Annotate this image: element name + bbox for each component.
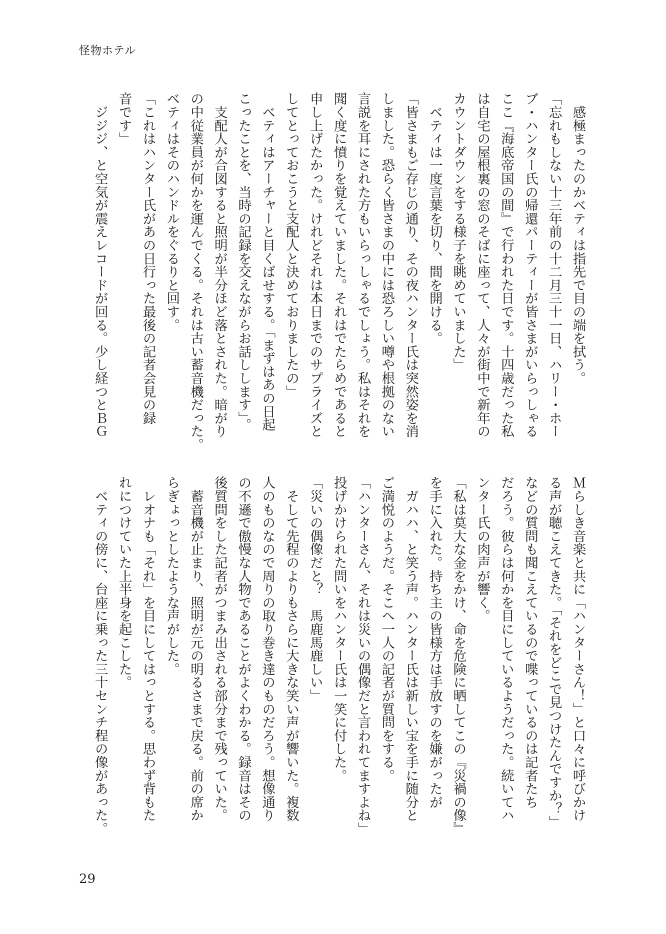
text-column: カウントダウンをする様子を眺めていました」 [450, 92, 466, 372]
text-column: は自宅の屋根裏の窓のそばに座って、人々が街中で新年の [474, 92, 490, 438]
text-column: しました。恐らく皆さまの中には恐ろしい噂や根拠のない [378, 92, 394, 438]
text-column: ガハハ、と笑う声。ハンター氏は新しい宝を手に随分と [402, 476, 418, 822]
text-column: らぎょっとしたような声がした。 [163, 476, 179, 676]
text-column: 聞く度に憤りを覚えていました。それはでたらめであると [331, 92, 347, 438]
text-column: そして先程のよりもさらに大きな笑い声が響いた。複数 [283, 476, 299, 822]
upper-text-block [86, 92, 589, 458]
text-column: ベティの傍に、台座に乗った三十センチ程の像があった。 [92, 476, 108, 836]
text-column: 「忘れもしない十三年前の十二月三十一日、ハリー・ホー [546, 92, 562, 438]
text-column: る声が聴こえてきた。「それをどこで見つけたんですか？」 [546, 476, 562, 829]
text-column: 投げかけられた問いをハンター氏は一笑に付した。 [331, 476, 347, 782]
text-column: れにつけていた上半身を起こした。 [116, 476, 132, 689]
text-column: の中従業員が何かを運んでくる。それは古い蓄音機だった。 [187, 92, 203, 452]
text-column: ベティは一度言葉を切り、間を開ける。 [426, 92, 442, 345]
page-number: 29 [79, 872, 96, 887]
text-column: 申し上げたかった。けれどそれは本日までのサプライズと [307, 92, 323, 438]
text-column: ご満悦のようだ。そこへ一人の記者が質問をする。 [378, 476, 394, 782]
text-column: Ｍらしき音楽と共に「ハンターさん！」と口々に呼びかけ [570, 476, 585, 822]
text-column: ブ・ハンター氏の帰還パーティーが皆さまがいらっしゃる [522, 92, 538, 438]
text-column: 支配人が合図すると照明が半分ほど落とされた。暗がり [211, 92, 227, 438]
text-column: 感極まったのかベティは指先で目の端を拭う。 [570, 92, 585, 385]
text-column: 「私は莫大な金をかけ、命を危険に晒してこの『災禍の像』 [450, 476, 466, 836]
text-column: レオナも「それ」を目にしてはっとする。思わず背もた [139, 476, 155, 822]
text-column: などの質問も聞こえているので喋っているのは記者たち [522, 476, 538, 809]
text-column: ベティはそのハンドルをぐるりと回す。 [163, 92, 179, 332]
running-head: 怪物ホテル [79, 44, 136, 57]
text-column: こったことを、当時の記録を交えながらお話しします」。 [235, 92, 251, 432]
text-column: 「ハンターさん、それは災いの偶像だと言われてますよね」 [354, 476, 370, 836]
text-column: 「皆さまもご存じの通り、その夜ハンター氏は突然姿を消 [402, 92, 418, 438]
text-column: 「これはハンター氏があの日行った最後の記者会見の録 [139, 92, 155, 425]
text-column: 人のものなので周りの取り巻き達のものだろう。想像通り [259, 476, 275, 822]
lower-text-block [86, 476, 589, 842]
text-column: 後質問をした記者がつまみ出される部分まで残っていた。 [211, 476, 227, 822]
text-column: だろう。彼らは何かを目にしているようだった。続いてハ [498, 476, 514, 822]
text-column: ベティはアーチャーと目くばせする。「まずはあの日起 [259, 92, 275, 432]
text-column: の不遜で傲慢な人物であることがよくわかる。録音はその [235, 476, 251, 822]
text-column: 蓄音機が止まり、照明が元の明るさまで戻る。前の席か [187, 476, 203, 822]
text-column: 「災いの偶像だと？ 馬鹿馬鹿しい」 [307, 476, 323, 703]
text-column: ンター氏の肉声が響く。 [474, 476, 490, 623]
text-column: 音です」 [116, 92, 132, 146]
text-column: ここ『海底帝国の間』で行われた日です。十四歳だった私 [498, 92, 514, 438]
text-column: してとっておこうと支配人と決めておりましたの」 [283, 92, 299, 398]
text-column: 言説を耳にされた方もいらっしゃるでしょう。私はそれを [354, 92, 370, 438]
text-column: ジジジ、と空気が震えレコードが回る。少し経つとＢＧ [92, 92, 108, 438]
text-column: を手に入れた。持ち主の皆様方は手放すのを嫌がったが [426, 476, 442, 809]
